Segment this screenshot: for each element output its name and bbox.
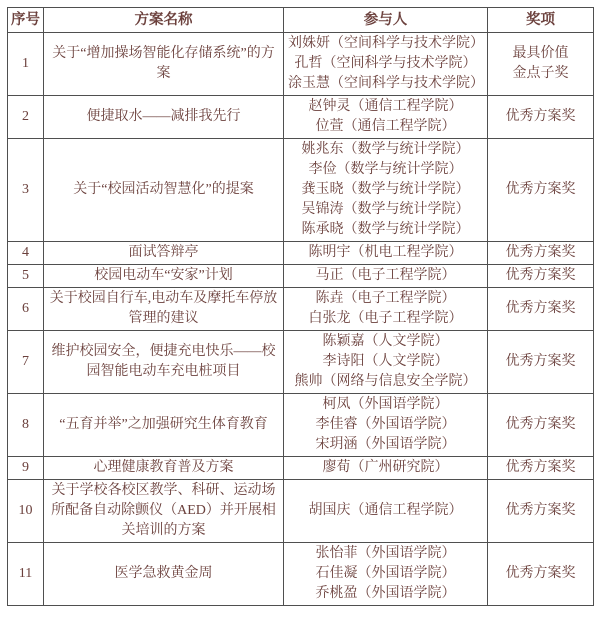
participants-cell (284, 480, 488, 543)
participants-cell (284, 96, 488, 139)
award-line: 优秀方案奖 (505, 301, 576, 316)
participant-line: 陈承晓（数学与统计学院） (301, 222, 470, 237)
participant-line: 位萱（通信工程学院） (315, 119, 456, 134)
header-row (8, 8, 594, 33)
participant-line: 乔桃盈（外国语学院） (315, 586, 456, 601)
table-header (8, 8, 594, 33)
participants-cell (284, 139, 488, 242)
row-number-cell: 1 (8, 33, 44, 96)
plan-name-cell: 关于校园自行车,电动车及摩托车停放管理的建议 (44, 288, 284, 331)
participant-line: 张怡菲（外国语学院） (315, 546, 456, 561)
award-cell (488, 331, 594, 394)
participants-cell (284, 288, 488, 331)
table-row (8, 288, 594, 331)
participant-line: 李佳睿（外国语学院） (315, 417, 456, 432)
row-number-cell: 4 (8, 242, 44, 265)
participant-line: 胡国庆（通信工程学院） (308, 503, 463, 518)
participant-line: 马正（电子工程学院） (315, 268, 456, 283)
plan-name-cell: 便捷取水——减排我先行 (44, 96, 284, 139)
award-line: 优秀方案奖 (505, 268, 576, 283)
participant-line: 赵钟灵（通信工程学院） (308, 99, 463, 114)
table-row (8, 457, 594, 480)
participant-line: 熊帅（网络与信息安全学院） (294, 374, 477, 389)
table-row (8, 480, 594, 543)
row-number-cell: 10 (8, 480, 44, 543)
award-plan-table (7, 7, 594, 606)
plan-name-cell: 维护校园安全，便捷充电快乐——校园智能电动车充电桩项目 (44, 331, 284, 394)
participant-line: 白张龙（电子工程学院） (308, 311, 463, 326)
participant-line: 陈颖嘉（人文学院） (322, 334, 449, 349)
award-cell (488, 480, 594, 543)
participant-line: 李俭（数学与统计学院） (308, 162, 463, 177)
award-line: 优秀方案奖 (505, 460, 576, 475)
table-row (8, 394, 594, 457)
award-cell (488, 394, 594, 457)
award-line: 优秀方案奖 (505, 182, 576, 197)
table-body (8, 33, 594, 606)
participant-line: 孔哲（空间科学与技术学院） (294, 56, 477, 71)
participant-line: 廖荀（广州研究院） (322, 460, 449, 475)
award-cell (488, 96, 594, 139)
participant-line: 姚兆东（数学与统计学院） (301, 142, 470, 157)
award-cell (488, 288, 594, 331)
award-cell (488, 457, 594, 480)
plan-name-cell: 关于“增加操场智能化存储系统”的方案 (44, 33, 284, 96)
table-row (8, 265, 594, 288)
row-number-cell: 6 (8, 288, 44, 331)
participant-line: 涂玉慧（空间科学与技术学院） (288, 76, 484, 91)
row-number-cell: 7 (8, 331, 44, 394)
participant-line: 陈垚（电子工程学院） (315, 291, 456, 306)
table-row (8, 96, 594, 139)
table-row (8, 33, 594, 96)
header-col-number: 序号 (8, 8, 44, 33)
plan-name-cell: 心理健康教育普及方案 (44, 457, 284, 480)
plan-name-cell: 校园电动车“安家”计划 (44, 265, 284, 288)
participant-line: 宋玥涵（外国语学院） (315, 437, 456, 452)
plan-name-cell: 医学急救黄金周 (44, 543, 284, 606)
participants-cell (284, 457, 488, 480)
award-cell (488, 265, 594, 288)
award-line: 金点子奖 (512, 66, 569, 81)
participant-line: 龚玉晓（数学与统计学院） (301, 182, 470, 197)
participants-cell (284, 242, 488, 265)
award-line: 优秀方案奖 (505, 109, 576, 124)
table-row (8, 543, 594, 606)
participants-cell (284, 394, 488, 457)
participant-line: 吴锦涛（数学与统计学院） (301, 202, 470, 217)
table-row (8, 139, 594, 242)
plan-name-cell: 面试答辩亭 (44, 242, 284, 265)
participant-line: 李诗阳（人文学院） (322, 354, 449, 369)
participant-line: 柯凤（外国语学院） (322, 397, 449, 412)
plan-name-cell: 关于“校园活动智慧化”的提案 (44, 139, 284, 242)
award-cell (488, 543, 594, 606)
plan-name-cell: “五育并举”之加强研究生体育教育 (44, 394, 284, 457)
row-number-cell: 2 (8, 96, 44, 139)
participants-cell (284, 265, 488, 288)
award-line: 最具价值 (512, 46, 569, 61)
row-number-cell: 11 (8, 543, 44, 606)
participants-cell (284, 543, 488, 606)
row-number-cell: 5 (8, 265, 44, 288)
header-col-participants: 参与人 (284, 8, 488, 33)
award-cell (488, 33, 594, 96)
award-line: 优秀方案奖 (505, 417, 576, 432)
award-cell (488, 242, 594, 265)
table-row (8, 331, 594, 394)
participant-line: 刘姝妍（空间科学与技术学院） (288, 36, 484, 51)
participants-cell (284, 33, 488, 96)
header-col-award: 奖项 (488, 8, 594, 33)
award-line: 优秀方案奖 (505, 503, 576, 518)
row-number-cell: 8 (8, 394, 44, 457)
award-line: 优秀方案奖 (505, 354, 576, 369)
participant-line: 石佳凝（外国语学院） (315, 566, 456, 581)
row-number-cell: 9 (8, 457, 44, 480)
award-line: 优秀方案奖 (505, 566, 576, 581)
header-col-plan-name: 方案名称 (44, 8, 284, 33)
award-line: 优秀方案奖 (505, 245, 576, 260)
participants-cell (284, 331, 488, 394)
award-cell (488, 139, 594, 242)
row-number-cell: 3 (8, 139, 44, 242)
plan-name-cell: 关于学校各校区教学、科研、运动场所配备自动除颤仪（AED）并开展相关培训的方案 (44, 480, 284, 543)
table-row (8, 242, 594, 265)
participant-line: 陈明宇（机电工程学院） (308, 245, 463, 260)
